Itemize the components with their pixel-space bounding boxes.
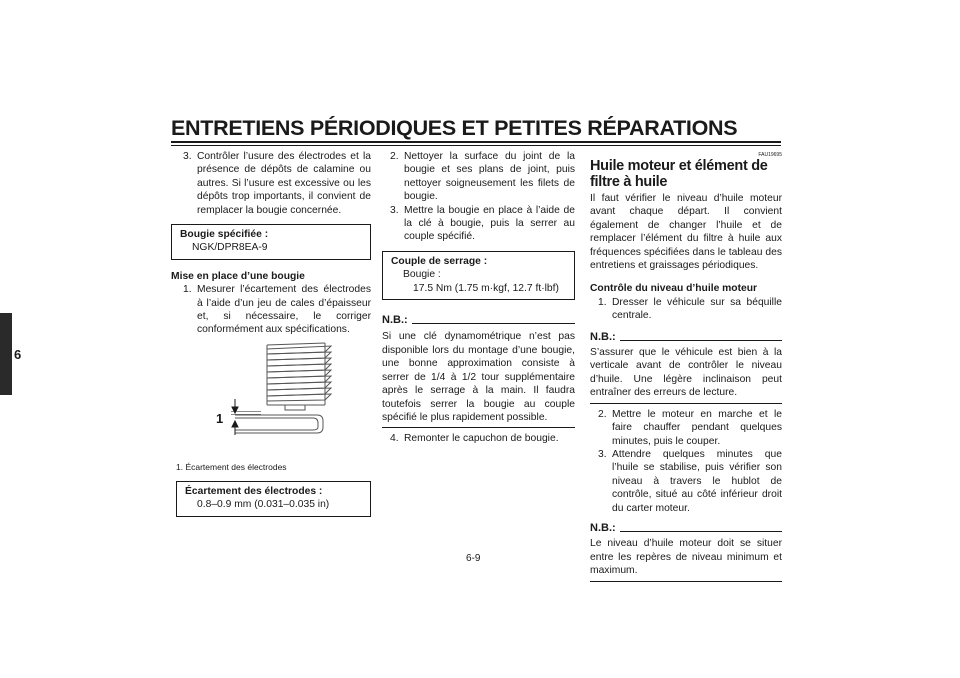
list-item — [388, 150, 575, 204]
figure-callout: 1 — [216, 411, 224, 426]
electrode-gap-box — [176, 481, 371, 517]
note-label-text: N.B.: — [382, 314, 408, 327]
title-rule-thin — [171, 145, 781, 146]
note-end-rule — [382, 427, 575, 428]
step-number: 1. — [598, 296, 607, 308]
gap-box-value: 0.8–0.9 mm (0.031–0.035 in) — [197, 499, 330, 511]
torque-spec-box — [382, 251, 575, 300]
note-label-text: N.B.: — [590, 521, 616, 534]
section-title: Huile moteur et élément de filtre à huile — [590, 158, 768, 190]
list-item — [596, 408, 782, 448]
step-number: 1. — [183, 284, 192, 296]
intro-paragraph: Il faut vérifier le niveau d’huile moteur avant chaque départ. Il convient également de changer l’huile et de remplacer l’élément du filtre à huile aux fréquences spécifiées dans le tableau des entretiens et graissages périodiques. — [590, 193, 782, 272]
note-rule — [412, 322, 575, 324]
reference-code: FAU19695 — [758, 152, 782, 158]
step-text: Nettoyer la surface du joint de la bougie et ses plans de joint, puis nettoyer soigneusement les filets de bougie. — [404, 151, 575, 203]
list-item — [388, 204, 575, 244]
note-text: Si une clé dynamométrique n’est pas disponible lors du montage d’une bougie, une bonne approximation consiste à serrer de 1/4 à 1/2 tour supplémentaire après le serrage à la main. Il faudra toutefois serrer la bougie au couple spécifié le plus rapidement possible. — [382, 331, 575, 423]
torque-box-title: Couple de serrage : — [391, 255, 488, 267]
step-text: Dresser le véhicule sur sa béquille centrale. — [612, 296, 782, 322]
torque-box-label: Bougie : — [403, 269, 441, 281]
step-number: 3. — [183, 151, 192, 162]
spec-box-value: NGK/DPR8EA-9 — [192, 242, 268, 254]
spark-plug-spec-box — [171, 224, 371, 260]
subheading: Mise en place d’une bougie — [171, 270, 305, 282]
list-item — [388, 432, 575, 445]
step-number: 3. — [598, 448, 607, 460]
note-label — [590, 331, 782, 344]
list-item — [181, 150, 371, 217]
step-text: Contrôler l’usure des électrodes et la présence de dépôts de calamine ou autres. Si l’usure est excessive ou les dépôts trop importants, il convient de remplacer la bougie concernée. — [197, 151, 371, 216]
gap-box-title: Écartement des électrodes : — [185, 486, 323, 497]
note-label-text: N.B.: — [590, 330, 616, 343]
note-label — [590, 522, 782, 535]
note-text: S’assurer que le véhicule est bien à la verticale avant de contrôler le niveau d’huile. Une légère inclinaison peut entraîner des erreurs de lecture. — [590, 347, 782, 399]
step-number: 2. — [598, 408, 607, 420]
step-number: 3. — [390, 204, 399, 216]
column-1 — [171, 150, 371, 337]
chapter-number: 6 — [14, 347, 22, 362]
column-3 — [590, 152, 782, 582]
note-rule — [620, 530, 782, 532]
note-label — [382, 314, 575, 327]
spec-box-title: Bougie spécifiée : — [180, 229, 269, 241]
page-number: 6-9 — [466, 553, 481, 564]
step-text: Mesurer l’écartement des électrodes à l’aide d’un jeu de cales d’épaisseur et, si nécessaire, le corriger conformément aux spécifications. — [197, 284, 371, 336]
torque-box-value: 17.5 Nm (1.75 m·kgf, 12.7 ft·lbf) — [413, 282, 559, 294]
step-text: Attendre quelques minutes que l’huile se stabilise, puis vérifier son niveau à travers le hublot de contrôle, situé au côté inférieur droit du carter moteur. — [612, 448, 782, 514]
subheading: Contrôle du niveau d’huile moteur — [590, 283, 758, 295]
figure-caption: 1. Écartement des électrodes — [176, 462, 287, 472]
column-2 — [382, 150, 575, 446]
note-text: Le niveau d’huile moteur doit se situer entre les repères de niveau minimum et maximum. — [590, 538, 782, 577]
list-item — [596, 448, 782, 515]
chapter-tab — [0, 313, 22, 395]
note-end-rule — [590, 581, 782, 582]
title-rule-thick — [171, 141, 781, 143]
step-text: Mettre le moteur en marche et le faire chauffer pendant quelques minutes, puis le couper. — [612, 408, 782, 447]
page-title: ENTRETIENS PÉRIODIQUES ET PETITES RÉPARATIONS — [171, 116, 738, 140]
step-number: 2. — [390, 151, 399, 162]
list-item — [596, 296, 782, 323]
note-rule — [620, 339, 782, 341]
spark-plug-diagram — [205, 335, 345, 435]
step-text: Remonter le capuchon de bougie. — [404, 433, 559, 445]
list-item — [181, 283, 371, 337]
electrode-gap-box-wrap — [176, 481, 371, 517]
note-end-rule — [590, 403, 782, 404]
step-text: Mettre la bougie en place à l’aide de la clé à bougie, puis la serrer au couple spécifié. — [404, 204, 575, 243]
step-number: 4. — [390, 433, 399, 445]
